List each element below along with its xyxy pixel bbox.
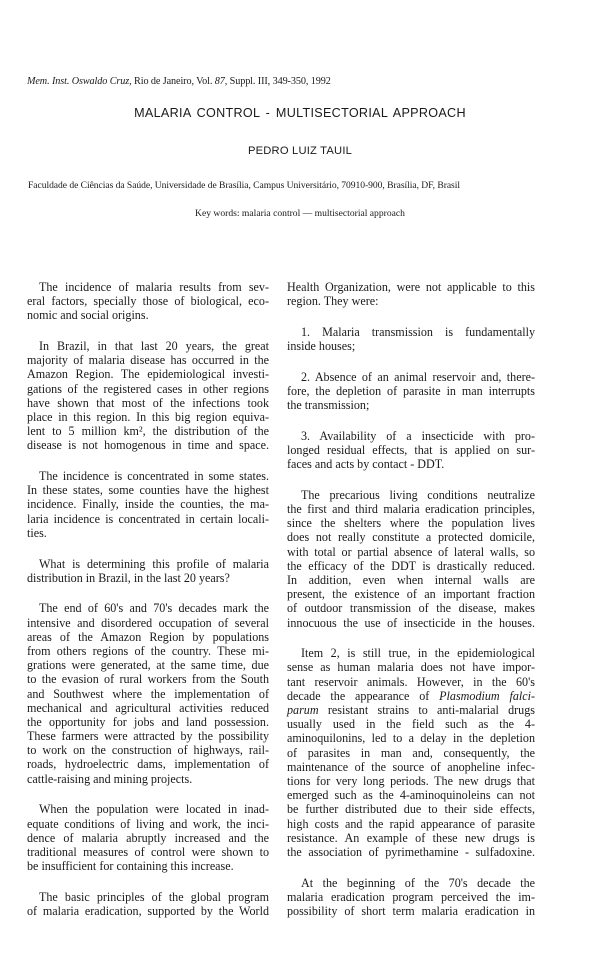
author-affiliation: Faculdade de Ciências da Saúde, Universidade de Brasília, Campus Universitário, 70910-900, Brasília, DF, Brasil: [28, 180, 460, 191]
numbered-item-3: [287, 429, 535, 472]
text-line: intensive and disordered occupation of several: [27, 615, 269, 630]
text-line: resistance. An example of these new drugs is: [287, 830, 535, 845]
text-line: disease is not homogenous in time and space.: [27, 438, 269, 453]
text-line: 3. Availability of a insecticide with pro-: [301, 428, 535, 443]
text-line: The incidence of malaria results from sev-: [39, 280, 269, 294]
paragraph: [287, 876, 535, 919]
citation-line: Mem. Inst. Oswaldo Cruz, Rio de Janeiro, Vol. 87, Suppl. III, 349-350, 1992: [27, 76, 331, 87]
numbered-item-2: [287, 370, 535, 413]
text-line: ties.: [27, 525, 47, 540]
text-line: and Southwest where the implementation of: [27, 686, 269, 701]
text-line: since the shelters where the population lives: [287, 516, 535, 531]
text-line: longed residual effects, that is applied on sur-: [287, 443, 535, 457]
paragraph: [287, 280, 535, 308]
text-line: the association of pyrimethamine - sulfadoxine.: [287, 844, 535, 859]
text-line: emerged such as the 4-aminoquinoleins can not: [287, 788, 535, 803]
paragraph: [287, 488, 535, 630]
text-line: cattle-raising and mining projects.: [27, 771, 193, 786]
text-line: the efficacy of the DDT is drastically reduced.: [287, 558, 535, 573]
text-line: from others regions of the country. These mi-: [27, 643, 269, 658]
text-line: distribution in Brazil, in the last 20 years?: [27, 570, 230, 585]
left-column: [27, 280, 269, 935]
text-line: The incidence is concentrated in some states.: [39, 469, 269, 484]
text-line: traditional measures of control were shown to: [27, 844, 269, 859]
text-line: inside houses;: [287, 339, 356, 354]
text-line: nomic and social origins.: [27, 308, 149, 323]
text-line: parum resistant strains to anti-malarial drugs: [287, 703, 535, 717]
species-name: Plasmodium falci-: [439, 688, 536, 703]
text-line: fore, the depletion of parasite in man interrupts: [287, 383, 535, 398]
text-line: areas of the Amazon Region by populations: [27, 629, 269, 644]
paragraph: [27, 890, 269, 918]
text-line: gations of the registered cases in other regions: [27, 381, 269, 396]
text-line: region. They were:: [287, 294, 379, 309]
paragraph: [27, 280, 269, 323]
text-line: incidence. Finally, inside the counties, the ma-: [27, 497, 269, 512]
text-line: dence of malaria abruptly increased and the: [27, 830, 269, 845]
text-line: In Brazil, in that last 20 years, the great: [39, 339, 269, 354]
text-line: Amazon Region. The epidemiological investi-: [27, 367, 269, 382]
text-line: mechanical and agricultural activities reduced: [27, 700, 269, 715]
text-line: These farmers were attracted by the possibility: [27, 729, 269, 744]
keywords: Key words: malaria control — multisectorial approach: [195, 208, 405, 219]
text-line: malaria eradication program perceived the im-: [287, 889, 535, 904]
text-line: the transmission;: [287, 398, 370, 413]
text-line: possibility of short term malaria eradication in: [287, 903, 535, 918]
article-title: MALARIA CONTROL - MULTISECTORIAL APPROACH: [134, 106, 466, 120]
text-line: What is determining this profile of malaria: [39, 556, 269, 571]
text-line: place in this region. In this big region equiva-: [27, 410, 269, 424]
text-line: tant reservoir animals. However, in the 60's: [287, 674, 535, 689]
species-name: parum: [287, 703, 319, 717]
text-line: When the population were located in inad-: [39, 802, 269, 817]
text-line: 1. Malaria transmission is fundamentally: [301, 324, 535, 339]
text-line: innocuous the use of insecticide in the houses.: [287, 615, 535, 630]
text-line: have shown that most of the infections took: [27, 395, 269, 410]
text-line: majority of malaria disease has occurred in the: [27, 353, 269, 368]
text-line: faces and acts by contact - DDT.: [287, 457, 445, 472]
text-line: At the beginning of the 70's decade the: [301, 875, 535, 890]
text-line: The precarious living conditions neutralize: [301, 487, 535, 502]
numbered-item-1: [287, 325, 535, 353]
text-line: be insufficient for containing this increase.: [27, 859, 234, 874]
text-line: be further distributed due to their side effects,: [287, 802, 535, 817]
text-line: grations were generated, at the same time, due: [27, 658, 269, 673]
text-line: of parasites in man and, consequently, the: [287, 745, 535, 760]
text-line: aminoquilonins, led to a delay in the depletion: [287, 731, 535, 746]
journal-volume: 87,: [214, 76, 228, 87]
text-line: of outdoor transmission of the disease, makes: [287, 601, 535, 616]
text-line: maintenance of the source of anopheline infec-: [287, 759, 535, 774]
text-line: lent to 5 million km², the distribution of the: [27, 424, 269, 439]
text-line: to work on the construction of highways, rail-: [27, 743, 269, 758]
text-line: roads, hydroelectric dams, implementation of: [27, 757, 269, 772]
text-line: decade the appearance of Plasmodium falci-: [287, 688, 536, 703]
paragraph: [27, 469, 269, 540]
paragraph: [27, 557, 269, 585]
text-line: the first and third malaria eradication principles,: [287, 502, 535, 517]
text-line: the opportunity for jobs and land possession.: [27, 714, 269, 729]
text-line: high costs and the rapid appearance of parasite: [287, 816, 535, 831]
text-line: 2. Absence of an animal reservoir and, there-: [301, 369, 535, 384]
text-line: tions for very long periods. The new drugs that: [287, 773, 535, 788]
text-line: In these states, some counties have the highest: [27, 483, 269, 498]
paragraph: [287, 646, 535, 859]
paragraph: [27, 601, 269, 785]
text-line: eral factors, specially those of biological, eco-: [27, 294, 269, 309]
text-line: usually used in the field such as the 4-: [287, 717, 535, 732]
text-line: Health Organization, were not applicable to this: [287, 280, 535, 294]
journal-name: Mem. Inst. Oswaldo Cruz,: [27, 76, 132, 87]
text-line: to the evasion of rural workers from the South: [27, 672, 269, 687]
text-line: does not really constitute a protected domicile,: [287, 530, 535, 545]
text-line: In addition, even when internal walls are: [287, 573, 535, 587]
text-line: The basic principles of the global program: [39, 889, 269, 904]
text-line: sense as human malaria does not have impor-: [287, 660, 535, 675]
paragraph: [27, 802, 269, 873]
text-line: with total or partial absence of lateral walls, so: [287, 544, 535, 559]
author-name: PEDRO LUIZ TAUIL: [247, 145, 353, 157]
paragraph: [27, 339, 269, 453]
text-line: laria incidence is concentrated in certain locali-: [27, 511, 269, 526]
right-column: [287, 280, 535, 935]
text-line: of malaria eradication, supported by the World: [27, 903, 269, 918]
text-line: The end of 60's and 70's decades mark the: [39, 601, 269, 616]
text-line: equate conditions of living and work, the inci-: [27, 816, 269, 831]
text-line: present, the existence of an important fraction: [287, 587, 535, 602]
text-line: Item 2, is still true, in the epidemiological: [301, 646, 535, 661]
